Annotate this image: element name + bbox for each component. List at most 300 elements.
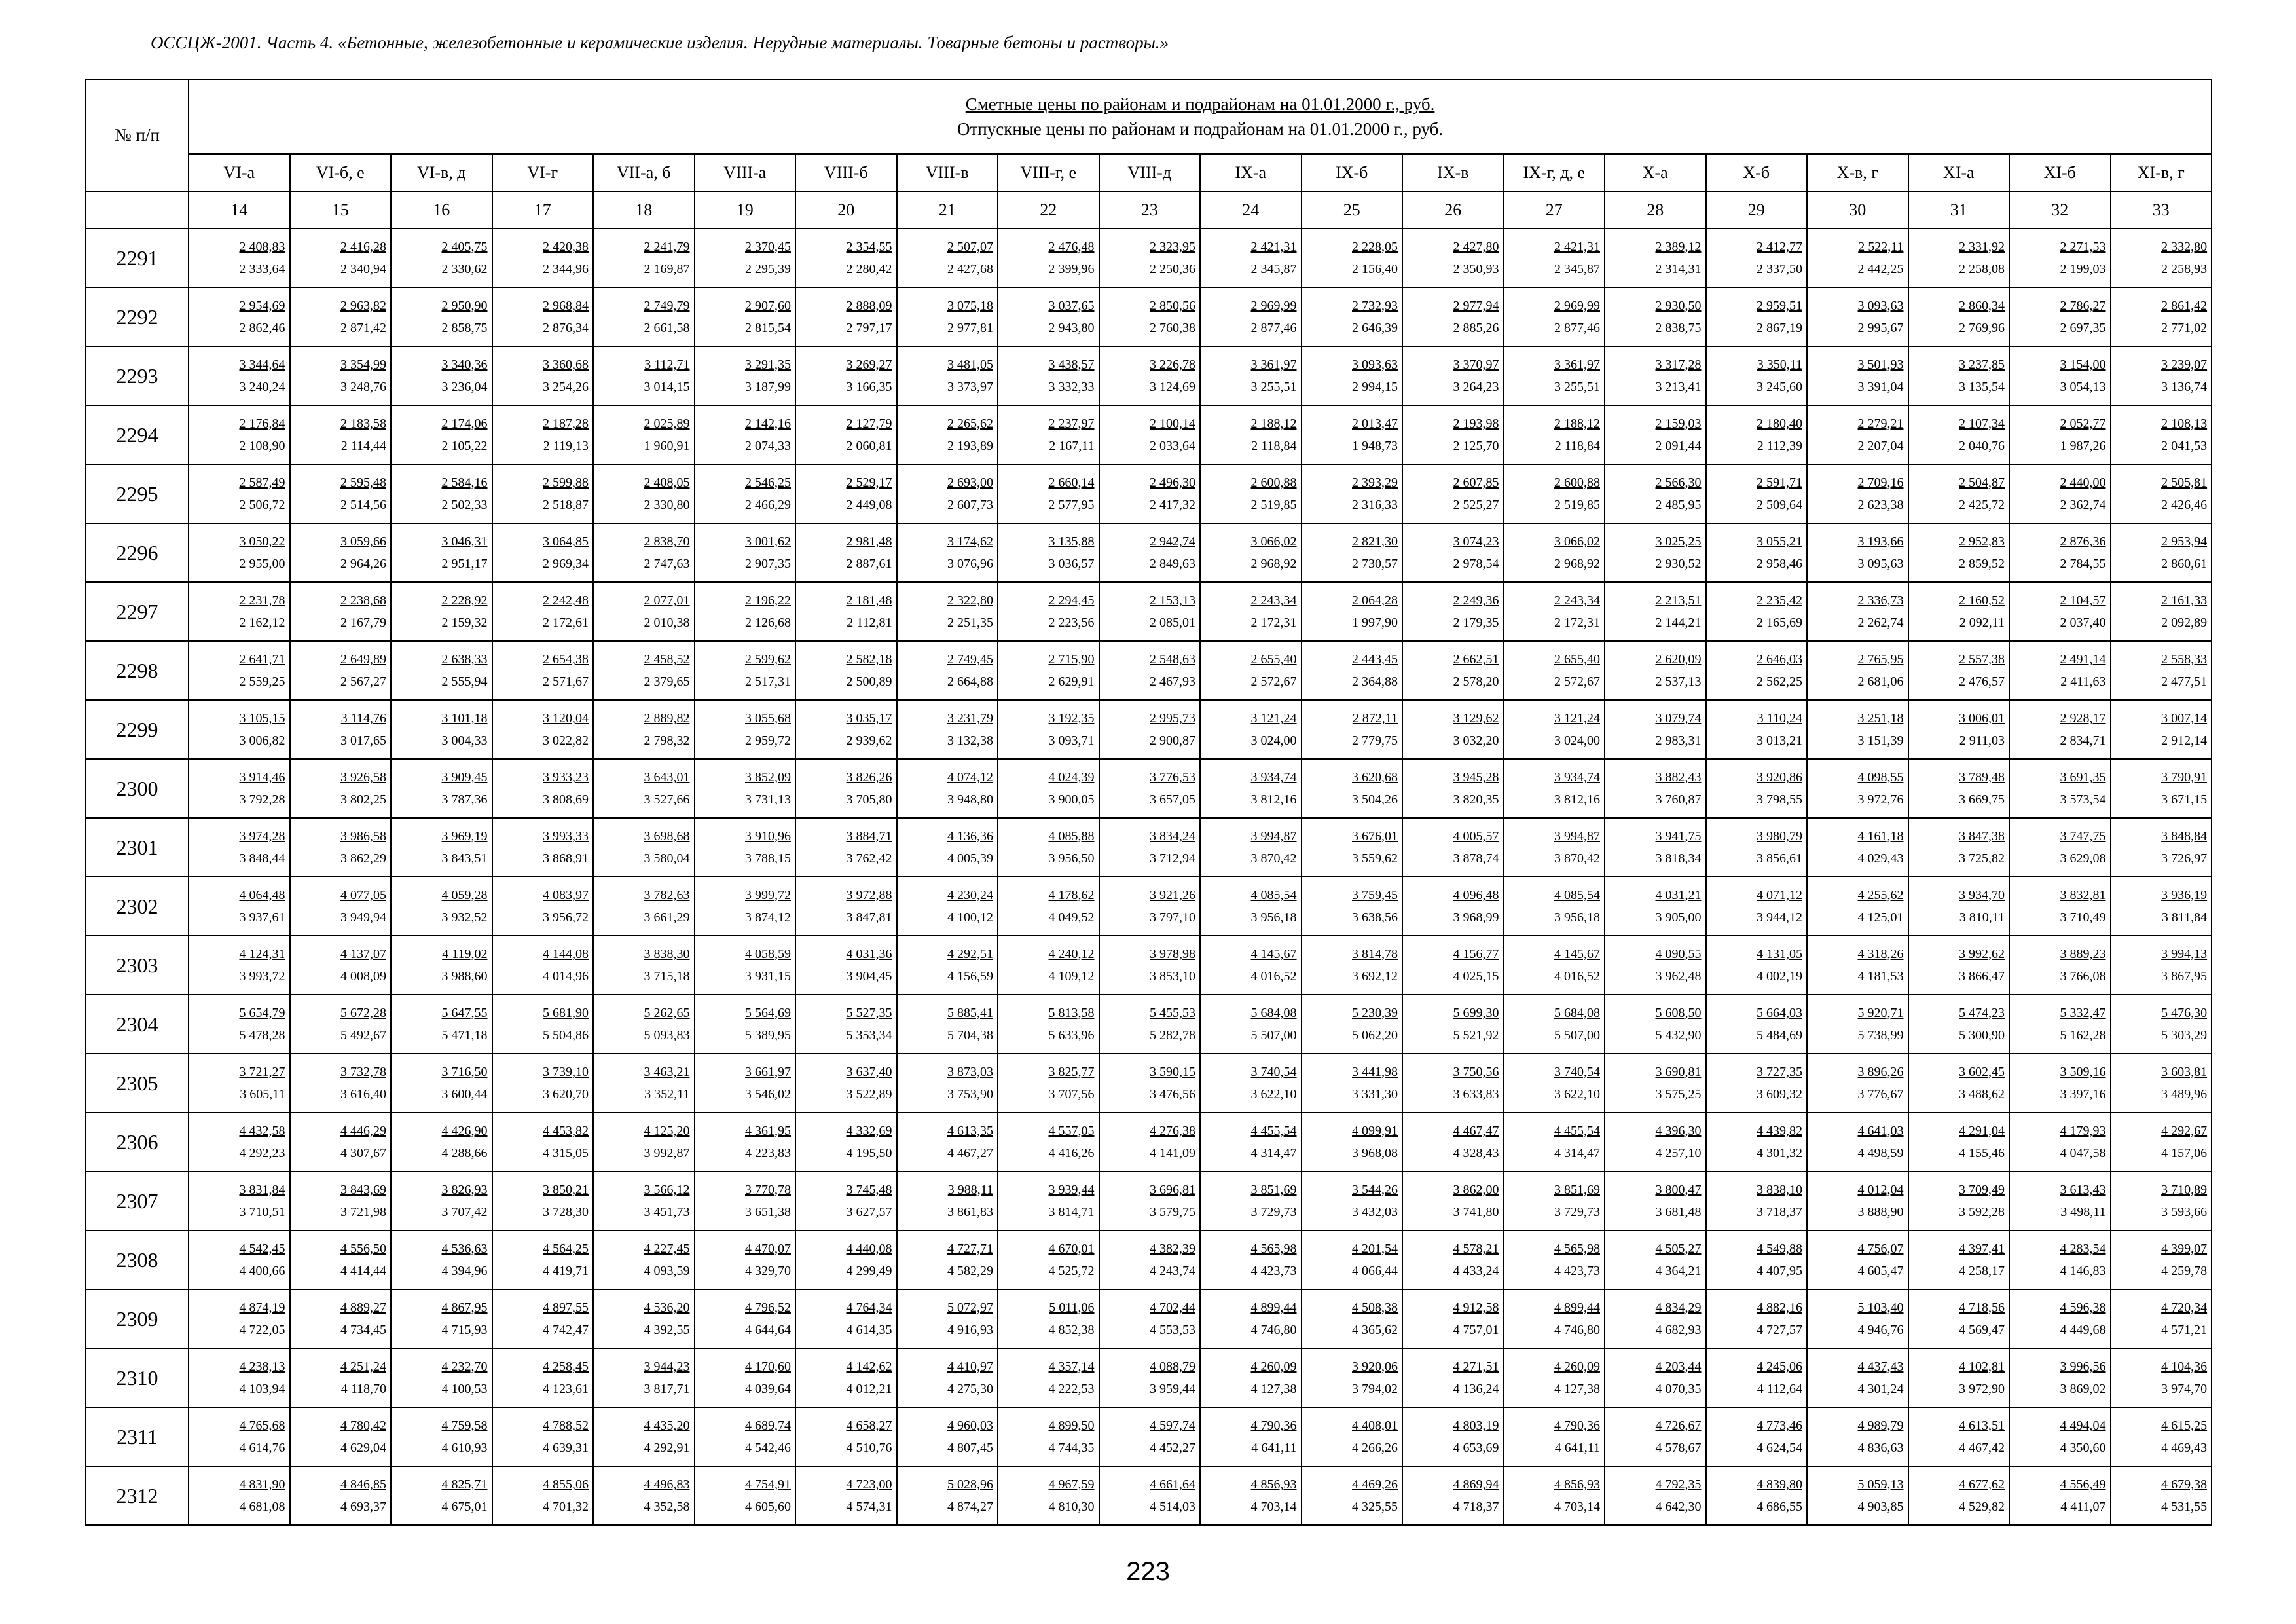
release-price: 5 282,78 — [1150, 1028, 1195, 1043]
release-price: 2 167,11 — [1049, 439, 1095, 453]
release-price: 3 869,02 — [2060, 1382, 2106, 1396]
price-cell — [391, 582, 492, 641]
release-price: 2 060,81 — [846, 439, 892, 453]
estimate-price: 3 727,35 — [1757, 1065, 1802, 1079]
release-price: 2 364,88 — [1352, 674, 1398, 689]
price-cell — [1402, 1172, 1504, 1230]
release-price: 3 132,38 — [947, 733, 993, 748]
estimate-price: 3 059,66 — [340, 534, 386, 549]
estimate-price: 4 088,79 — [1150, 1359, 1195, 1374]
price-cell — [1099, 936, 1201, 995]
price-cell — [1302, 405, 1403, 464]
estimate-price: 4 726,67 — [1655, 1418, 1702, 1433]
price-cell — [1402, 1289, 1504, 1348]
price-cell — [492, 1054, 594, 1113]
release-price: 4 605,47 — [1857, 1264, 1904, 1278]
release-price: 2 159,32 — [441, 616, 488, 630]
column-index: 19 — [695, 191, 796, 229]
price-cell — [1706, 877, 1808, 936]
price-cell — [897, 405, 998, 464]
estimate-price: 2 889,82 — [644, 711, 690, 726]
row-number: 2299 — [86, 700, 189, 759]
estimate-price: 4 453,82 — [543, 1124, 589, 1138]
estimate-price: 2 332,80 — [2161, 240, 2208, 254]
price-cell — [2009, 287, 2111, 346]
price-cell — [492, 700, 594, 759]
estimate-price: 5 011,06 — [1049, 1301, 1095, 1315]
estimate-price: 4 765,68 — [239, 1418, 285, 1433]
price-cell — [2111, 229, 2212, 287]
price-cell — [2009, 405, 2111, 464]
price-cell — [1302, 641, 1403, 700]
estimate-price: 3 370,97 — [1453, 358, 1499, 372]
estimate-price: 5 527,35 — [846, 1006, 892, 1020]
column-index: 22 — [998, 191, 1099, 229]
estimate-price: 3 884,71 — [846, 829, 892, 843]
price-cell — [1706, 523, 1808, 582]
release-price: 4 641,11 — [1251, 1441, 1297, 1455]
price-cell — [998, 1172, 1099, 1230]
price-cell — [795, 287, 897, 346]
estimate-price: 2 228,92 — [441, 593, 488, 608]
price-cell — [391, 641, 492, 700]
column-index: 33 — [2111, 191, 2212, 229]
release-price: 3 629,08 — [2060, 851, 2106, 866]
estimate-price: 3 850,21 — [543, 1183, 589, 1197]
region-header: XI-а — [1908, 154, 2010, 191]
price-cell — [897, 700, 998, 759]
release-price: 4 414,44 — [340, 1264, 386, 1278]
estimate-price: 4 440,08 — [846, 1242, 892, 1256]
release-price: 4 123,61 — [543, 1382, 589, 1396]
price-cell — [897, 1113, 998, 1172]
price-cell — [290, 1230, 392, 1289]
price-cell — [189, 1172, 290, 1230]
price-cell — [1200, 582, 1302, 641]
price-cell — [1908, 1466, 2010, 1525]
release-price: 2 502,33 — [441, 498, 488, 512]
release-price: 2 466,29 — [745, 498, 791, 512]
estimate-price: 2 930,50 — [1655, 299, 1702, 313]
release-price: 4 624,54 — [1757, 1441, 1802, 1455]
price-cell — [1402, 877, 1504, 936]
price-cell — [290, 877, 392, 936]
price-cell — [1706, 818, 1808, 877]
price-cell — [998, 877, 1099, 936]
release-price: 3 024,00 — [1554, 733, 1600, 748]
estimate-price: 2 176,84 — [239, 416, 285, 431]
estimate-price: 2 693,00 — [947, 475, 993, 490]
price-cell — [1605, 877, 1706, 936]
release-price: 4 411,07 — [2060, 1500, 2106, 1514]
release-price: 3 014,15 — [644, 380, 690, 394]
estimate-price: 5 474,23 — [1959, 1006, 2005, 1020]
estimate-price: 3 112,71 — [644, 358, 690, 372]
price-cell — [695, 995, 796, 1054]
estimate-price: 3 945,28 — [1453, 770, 1499, 784]
price-cell — [1099, 1172, 1201, 1230]
estimate-price: 4 658,27 — [846, 1418, 892, 1433]
estimate-price: 2 599,88 — [543, 475, 589, 490]
price-cell — [1504, 1230, 1605, 1289]
release-price: 4 734,45 — [340, 1323, 386, 1337]
release-price: 4 419,71 — [543, 1264, 589, 1278]
release-price: 2 411,63 — [2060, 674, 2106, 689]
estimate-price: 2 953,94 — [2161, 534, 2208, 549]
estimate-price: 4 074,12 — [947, 770, 993, 784]
release-price: 3 959,44 — [1150, 1382, 1195, 1396]
release-price: 2 681,06 — [1857, 674, 1904, 689]
estimate-price: 2 600,88 — [1250, 475, 1297, 490]
column-index: 29 — [1706, 191, 1808, 229]
estimate-price: 4 085,54 — [1250, 888, 1297, 902]
release-price: 3 992,87 — [644, 1146, 690, 1160]
price-cell — [2009, 936, 2111, 995]
estimate-price: 5 455,53 — [1150, 1006, 1195, 1020]
price-cell — [2009, 229, 2111, 287]
estimate-price: 3 851,69 — [1250, 1183, 1297, 1197]
table-row — [86, 1348, 2212, 1407]
table-row — [86, 229, 2212, 287]
estimate-price: 2 641,71 — [239, 652, 285, 667]
estimate-price: 4 361,95 — [745, 1124, 791, 1138]
column-index: 31 — [1908, 191, 2010, 229]
release-price: 3 721,98 — [340, 1205, 386, 1219]
price-cell — [897, 1230, 998, 1289]
release-price: 4 569,47 — [1959, 1323, 2005, 1337]
release-price: 3 451,73 — [644, 1205, 690, 1219]
estimate-price: 3 920,86 — [1757, 770, 1802, 784]
estimate-price: 4 899,44 — [1554, 1301, 1600, 1315]
estimate-price: 2 599,62 — [745, 652, 791, 667]
price-cell — [593, 1289, 695, 1348]
release-price: 4 614,76 — [239, 1441, 285, 1455]
price-cell — [2009, 759, 2111, 818]
release-price: 3 729,73 — [1554, 1205, 1600, 1219]
release-price: 3 820,35 — [1453, 792, 1499, 807]
price-cell — [2111, 995, 2212, 1054]
release-price: 5 484,69 — [1757, 1028, 1802, 1043]
price-cell — [695, 759, 796, 818]
release-price: 3 240,24 — [239, 380, 285, 394]
estimate-price: 4 882,16 — [1757, 1301, 1802, 1315]
release-price: 2 105,22 — [441, 439, 488, 453]
release-price: 2 578,20 — [1453, 674, 1499, 689]
release-price: 3 862,29 — [340, 851, 386, 866]
price-cell — [391, 1113, 492, 1172]
release-price: 4 746,80 — [1250, 1323, 1297, 1337]
release-price: 5 432,90 — [1655, 1028, 1702, 1043]
release-price: 3 391,04 — [1857, 380, 1904, 394]
estimate-price: 2 408,05 — [644, 475, 690, 490]
release-price: 4 141,09 — [1150, 1146, 1195, 1160]
release-price: 4 292,23 — [239, 1146, 285, 1160]
release-price: 3 592,28 — [1959, 1205, 2005, 1219]
table-row — [86, 1407, 2212, 1466]
release-price: 2 977,81 — [947, 321, 993, 335]
estimate-price: 4 756,07 — [1857, 1242, 1904, 1256]
price-cell — [189, 229, 290, 287]
price-cell — [1706, 1172, 1808, 1230]
estimate-price: 3 732,78 — [340, 1065, 386, 1079]
region-header: IX-г, д, е — [1504, 154, 1605, 191]
price-cell — [795, 1348, 897, 1407]
price-cell — [290, 936, 392, 995]
estimate-price: 3 814,78 — [1352, 947, 1398, 961]
price-cell — [1504, 464, 1605, 523]
price-cell — [1099, 464, 1201, 523]
release-price: 4 002,19 — [1757, 969, 1802, 984]
estimate-price: 3 135,88 — [1048, 534, 1095, 549]
estimate-price: 4 846,85 — [340, 1477, 386, 1492]
price-cell — [1504, 818, 1605, 877]
release-price: 2 399,96 — [1048, 262, 1095, 276]
release-price: 2 417,32 — [1150, 498, 1195, 512]
price-cell — [189, 1054, 290, 1113]
price-cell — [897, 582, 998, 641]
release-price: 2 779,75 — [1352, 733, 1398, 748]
price-cell — [2111, 1348, 2212, 1407]
estimate-price: 2 995,73 — [1150, 711, 1195, 726]
price-cell — [189, 523, 290, 582]
release-price: 2 426,46 — [2161, 498, 2208, 512]
release-price: 3 504,26 — [1352, 792, 1398, 807]
estimate-price: 2 876,36 — [2060, 534, 2106, 549]
price-cell — [593, 1054, 695, 1113]
price-cell — [695, 641, 796, 700]
release-price: 2 500,89 — [846, 674, 892, 689]
release-price: 3 856,61 — [1757, 851, 1802, 866]
release-price: 4 718,37 — [1453, 1500, 1499, 1514]
estimate-price: 2 646,03 — [1757, 652, 1802, 667]
estimate-price: 4 227,45 — [644, 1242, 690, 1256]
price-cell — [897, 1172, 998, 1230]
release-price: 2 930,52 — [1655, 557, 1702, 571]
price-cell — [391, 1407, 492, 1466]
estimate-price: 4 720,34 — [2161, 1301, 2208, 1315]
price-cell — [897, 1407, 998, 1466]
release-price: 2 449,08 — [846, 498, 892, 512]
region-header: VII-а, б — [593, 154, 695, 191]
release-price: 3 949,94 — [340, 910, 386, 925]
release-price: 2 577,95 — [1048, 498, 1095, 512]
price-cell — [1200, 759, 1302, 818]
estimate-price: 4 796,52 — [745, 1301, 791, 1315]
release-price: 2 525,27 — [1453, 498, 1499, 512]
estimate-price: 3 509,16 — [2060, 1065, 2106, 1079]
release-price: 3 705,80 — [846, 792, 892, 807]
release-price: 4 070,35 — [1655, 1382, 1702, 1396]
row-number: 2298 — [86, 641, 189, 700]
release-price: 4 257,10 — [1655, 1146, 1702, 1160]
price-cell — [695, 582, 796, 641]
release-price: 4 703,14 — [1554, 1500, 1600, 1514]
estimate-price: 2 591,71 — [1757, 475, 1802, 490]
release-price: 2 172,61 — [543, 616, 589, 630]
release-price: 3 580,04 — [644, 851, 690, 866]
price-cell — [2009, 1289, 2111, 1348]
release-price: 1 987,26 — [2060, 439, 2106, 453]
estimate-price: 4 124,31 — [239, 947, 285, 961]
price-cell — [795, 1054, 897, 1113]
release-price: 3 715,18 — [644, 969, 690, 984]
estimate-price: 3 873,03 — [947, 1065, 993, 1079]
release-price: 5 507,00 — [1250, 1028, 1297, 1043]
release-price: 3 853,10 — [1150, 969, 1195, 984]
price-cell — [1504, 995, 1605, 1054]
release-price: 4 610,93 — [441, 1441, 488, 1455]
estimate-price: 2 595,48 — [340, 475, 386, 490]
price-cell — [189, 464, 290, 523]
price-cell — [1200, 936, 1302, 995]
estimate-price: 4 178,62 — [1048, 888, 1095, 902]
release-price: 2 838,75 — [1655, 321, 1702, 335]
price-cell — [795, 877, 897, 936]
row-number: 2292 — [86, 287, 189, 346]
release-price: 4 315,05 — [543, 1146, 589, 1160]
release-price: 2 943,80 — [1048, 321, 1095, 335]
price-cell — [1302, 346, 1403, 405]
release-price: 2 379,65 — [644, 674, 690, 689]
estimate-price: 2 188,12 — [1554, 416, 1600, 431]
estimate-price: 2 405,75 — [441, 240, 488, 254]
release-price: 2 169,87 — [644, 262, 690, 276]
table-row — [86, 641, 2212, 700]
estimate-price: 4 179,93 — [2060, 1124, 2106, 1138]
estimate-price: 2 587,49 — [239, 475, 285, 490]
estimate-price: 4 137,07 — [340, 947, 386, 961]
table-row — [86, 936, 2212, 995]
estimate-price: 2 159,03 — [1655, 416, 1702, 431]
release-price: 3 498,11 — [2060, 1205, 2106, 1219]
release-price: 2 427,68 — [947, 262, 993, 276]
page-number: 223 — [1126, 1557, 1170, 1586]
price-cell — [897, 1289, 998, 1348]
release-price: 3 988,60 — [441, 969, 488, 984]
release-price: 4 329,70 — [745, 1264, 791, 1278]
price-cell — [1504, 877, 1605, 936]
price-cell — [695, 346, 796, 405]
row-number: 2296 — [86, 523, 189, 582]
release-price: 4 675,01 — [441, 1500, 488, 1514]
estimate-price: 4 677,62 — [1959, 1477, 2005, 1492]
price-cell — [1200, 1113, 1302, 1172]
estimate-price: 3 740,54 — [1554, 1065, 1600, 1079]
price-cell — [290, 759, 392, 818]
release-price: 3 593,66 — [2161, 1205, 2208, 1219]
estimate-price: 5 684,08 — [1250, 1006, 1297, 1020]
release-price: 4 686,55 — [1757, 1500, 1802, 1514]
estimate-price: 5 608,50 — [1655, 1006, 1702, 1020]
price-cell — [1605, 1113, 1706, 1172]
price-cell — [492, 1407, 594, 1466]
estimate-price: 3 037,65 — [1048, 299, 1095, 313]
estimate-price: 3 986,58 — [340, 829, 386, 843]
estimate-price: 2 108,13 — [2161, 416, 2208, 431]
estimate-price: 2 279,21 — [1857, 416, 1904, 431]
estimate-price: 4 889,27 — [340, 1301, 386, 1315]
column-index: 14 — [189, 191, 290, 229]
release-price: 2 629,91 — [1048, 674, 1095, 689]
estimate-price: 3 994,87 — [1554, 829, 1600, 843]
price-cell — [1302, 287, 1403, 346]
price-cell — [1504, 229, 1605, 287]
release-price: 4 299,49 — [846, 1264, 892, 1278]
release-prices-caption: Отпускные цены по районам и подрайонам на 01.01.2000 г., руб. — [957, 119, 1444, 139]
price-cell — [1402, 700, 1504, 759]
estimate-price: 4 764,34 — [846, 1301, 892, 1315]
price-cell — [2111, 877, 2212, 936]
price-cell — [1200, 1172, 1302, 1230]
estimate-price: 3 770,78 — [745, 1183, 791, 1197]
release-price: 2 250,36 — [1150, 262, 1195, 276]
price-cell — [593, 877, 695, 936]
estimate-price: 4 615,25 — [2161, 1418, 2208, 1433]
price-cell — [391, 759, 492, 818]
price-cell — [1807, 1289, 1908, 1348]
release-price: 3 397,16 — [2060, 1087, 2106, 1101]
price-cell — [695, 523, 796, 582]
price-cell — [1504, 1172, 1605, 1230]
estimate-price: 3 910,96 — [745, 829, 791, 843]
release-price: 3 620,70 — [543, 1087, 589, 1101]
estimate-price: 2 620,09 — [1655, 652, 1702, 667]
price-cell — [1302, 1230, 1403, 1289]
price-cell — [1605, 1054, 1706, 1113]
release-price: 2 172,31 — [1250, 616, 1297, 630]
price-cell — [1807, 877, 1908, 936]
estimate-price: 2 907,60 — [745, 299, 791, 313]
estimate-price: 5 072,97 — [947, 1301, 993, 1315]
estimate-price: 4 613,35 — [947, 1124, 993, 1138]
table-row — [86, 1172, 2212, 1230]
price-cell — [189, 1230, 290, 1289]
price-cell — [1605, 759, 1706, 818]
estimate-price: 2 968,84 — [543, 299, 589, 313]
estimate-price: 4 131,05 — [1757, 947, 1802, 961]
release-price: 2 193,89 — [947, 439, 993, 453]
estimate-price: 4 856,93 — [1554, 1477, 1600, 1492]
estimate-price: 3 481,05 — [947, 358, 993, 372]
release-price: 2 964,26 — [340, 557, 386, 571]
release-price: 3 633,83 — [1453, 1087, 1499, 1101]
estimate-price: 3 463,21 — [644, 1065, 690, 1079]
price-cell — [1200, 995, 1302, 1054]
price-cell — [897, 818, 998, 877]
release-price: 2 517,31 — [745, 674, 791, 689]
release-price: 3 579,75 — [1150, 1205, 1195, 1219]
price-cell — [1302, 1348, 1403, 1407]
release-price: 4 029,43 — [1857, 851, 1904, 866]
price-cell — [998, 936, 1099, 995]
price-cell — [1706, 1466, 1808, 1525]
estimate-price: 2 458,52 — [644, 652, 690, 667]
price-cell — [695, 1113, 796, 1172]
row-number: 2304 — [86, 995, 189, 1054]
price-cell — [2009, 1172, 2111, 1230]
release-price: 3 861,83 — [947, 1205, 993, 1219]
release-price: 3 847,81 — [846, 910, 892, 925]
price-cell — [2111, 464, 2212, 523]
estimate-price: 4 641,03 — [1857, 1124, 1904, 1138]
release-price: 3 900,05 — [1048, 792, 1095, 807]
estimate-price: 3 193,66 — [1857, 534, 1904, 549]
price-cell — [1908, 346, 2010, 405]
estimate-price: 3 121,24 — [1250, 711, 1297, 726]
release-price: 5 492,67 — [340, 1028, 386, 1043]
estimate-price: 2 749,45 — [947, 652, 993, 667]
release-price: 3 245,60 — [1757, 380, 1802, 394]
